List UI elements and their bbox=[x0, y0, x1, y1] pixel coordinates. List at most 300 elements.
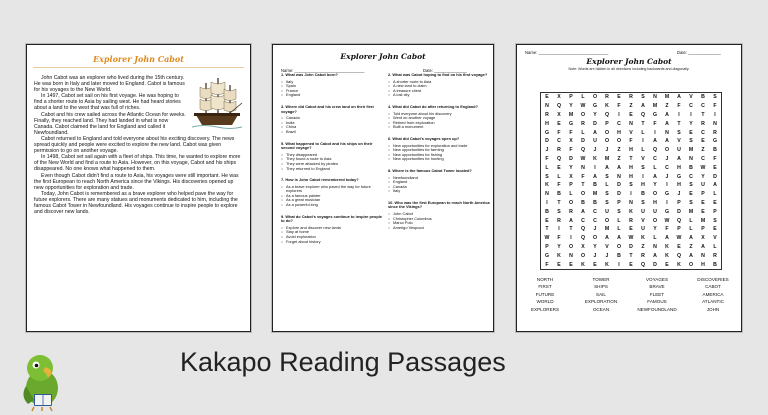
grid-letter[interactable]: J bbox=[665, 155, 669, 162]
grid-letter[interactable]: Q bbox=[652, 147, 658, 154]
grid-letter[interactable]: B bbox=[689, 164, 693, 171]
grid-letter[interactable]: A bbox=[653, 252, 657, 259]
grid-letter[interactable]: B bbox=[557, 191, 561, 198]
grid-letter[interactable]: Q bbox=[604, 111, 610, 118]
grid-letter[interactable]: I bbox=[690, 111, 692, 118]
date-field[interactable]: Date: ______________ bbox=[423, 68, 467, 73]
grid-letter[interactable]: N bbox=[545, 191, 549, 198]
grid-letter[interactable]: K bbox=[581, 261, 585, 268]
grid-letter[interactable]: N bbox=[689, 155, 693, 162]
grid-letter[interactable]: O bbox=[604, 217, 610, 224]
grid-letter[interactable]: B bbox=[545, 208, 549, 215]
answer-option[interactable]: ○ Spain bbox=[281, 84, 383, 89]
grid-letter[interactable]: R bbox=[629, 94, 633, 101]
answer-option[interactable]: ○ China bbox=[281, 125, 383, 130]
grid-letter[interactable]: A bbox=[653, 173, 657, 180]
date-field[interactable]: Date: ______________ bbox=[677, 50, 721, 55]
grid-letter[interactable]: L bbox=[605, 182, 609, 189]
grid-letter[interactable]: T bbox=[581, 182, 585, 189]
grid-letter[interactable]: I bbox=[630, 191, 632, 198]
grid-letter[interactable]: Z bbox=[629, 103, 633, 110]
grid-letter[interactable]: F bbox=[665, 226, 669, 233]
grid-letter[interactable]: L bbox=[653, 235, 657, 242]
grid-letter[interactable]: M bbox=[604, 226, 610, 233]
answer-option[interactable]: ○ As a famous painter bbox=[281, 194, 383, 199]
grid-letter[interactable]: G bbox=[664, 208, 670, 215]
answer-option[interactable]: ○ Went on another voyage bbox=[388, 116, 490, 121]
grid-letter[interactable]: V bbox=[629, 129, 633, 136]
grid-letter[interactable]: Z bbox=[689, 243, 693, 250]
answer-option[interactable]: ○ Built a monument bbox=[388, 125, 490, 130]
grid-letter[interactable]: I bbox=[558, 226, 560, 233]
grid-letter[interactable]: T bbox=[629, 252, 633, 259]
grid-letter[interactable]: Q bbox=[676, 217, 682, 224]
grid-letter[interactable]: P bbox=[545, 243, 549, 250]
answer-option[interactable]: ○ Retired from exploration bbox=[388, 121, 490, 126]
answer-option[interactable]: ○ France bbox=[281, 89, 383, 94]
grid-letter[interactable]: W bbox=[580, 103, 586, 110]
grid-letter[interactable]: H bbox=[629, 164, 633, 171]
answer-option[interactable]: ○ England bbox=[281, 93, 383, 98]
grid-letter[interactable]: B bbox=[581, 199, 585, 206]
grid-letter[interactable]: X bbox=[557, 94, 561, 101]
grid-letter[interactable]: U bbox=[641, 226, 645, 233]
grid-letter[interactable]: P bbox=[617, 199, 621, 206]
grid-letter[interactable]: M bbox=[700, 217, 706, 224]
grid-letter[interactable]: A bbox=[593, 129, 597, 136]
answer-option[interactable]: ○ Christopher Columbus bbox=[388, 217, 490, 222]
grid-letter[interactable]: P bbox=[677, 226, 681, 233]
grid-letter[interactable]: L bbox=[641, 147, 645, 154]
grid-letter[interactable]: O bbox=[580, 111, 586, 118]
answer-option[interactable]: ○ Italy bbox=[281, 80, 383, 85]
grid-letter[interactable]: V bbox=[689, 94, 693, 101]
answer-option[interactable]: ○ Newfoundland bbox=[388, 176, 490, 181]
grid-letter[interactable]: I bbox=[666, 182, 668, 189]
grid-letter[interactable]: A bbox=[581, 208, 585, 215]
grid-letter[interactable]: C bbox=[689, 173, 693, 180]
grid-letter[interactable]: D bbox=[569, 155, 573, 162]
grid-letter[interactable]: I bbox=[654, 129, 656, 136]
grid-letter[interactable]: C bbox=[665, 164, 669, 171]
grid-letter[interactable]: A bbox=[689, 252, 693, 259]
grid-letter[interactable]: R bbox=[557, 147, 561, 154]
grid-letter[interactable]: L bbox=[569, 191, 573, 198]
grid-letter[interactable]: H bbox=[629, 147, 633, 154]
grid-letter[interactable]: A bbox=[617, 164, 621, 171]
grid-letter[interactable]: U bbox=[677, 147, 681, 154]
grid-letter[interactable]: N bbox=[701, 252, 705, 259]
grid-letter[interactable]: W bbox=[700, 164, 706, 171]
grid-letter[interactable]: U bbox=[701, 182, 705, 189]
grid-letter[interactable]: R bbox=[569, 208, 573, 215]
grid-letter[interactable]: G bbox=[676, 173, 682, 180]
grid-letter[interactable]: D bbox=[713, 173, 717, 180]
grid-letter[interactable]: L bbox=[617, 226, 621, 233]
grid-letter[interactable]: O bbox=[652, 217, 658, 224]
grid-letter[interactable]: L bbox=[581, 129, 585, 136]
grid-letter[interactable]: O bbox=[568, 243, 574, 250]
grid-letter[interactable]: R bbox=[641, 252, 645, 259]
grid-letter[interactable]: C bbox=[701, 155, 705, 162]
answer-option[interactable]: ○ As a brave explorer who paved the way for future explorers bbox=[281, 185, 383, 194]
grid-letter[interactable]: C bbox=[701, 103, 705, 110]
grid-letter[interactable]: K bbox=[605, 261, 609, 268]
grid-letter[interactable]: L bbox=[581, 94, 585, 101]
grid-letter[interactable]: O bbox=[568, 199, 574, 206]
grid-letter[interactable]: D bbox=[617, 182, 621, 189]
grid-letter[interactable]: U bbox=[641, 208, 645, 215]
grid-letter[interactable]: E bbox=[545, 94, 549, 101]
grid-letter[interactable]: O bbox=[604, 138, 610, 145]
grid-letter[interactable]: N bbox=[545, 103, 549, 110]
grid-letter[interactable]: A bbox=[605, 164, 609, 171]
grid-letter[interactable]: A bbox=[593, 173, 597, 180]
grid-letter[interactable]: J bbox=[593, 147, 597, 154]
grid-letter[interactable]: E bbox=[677, 243, 681, 250]
grid-letter[interactable]: B bbox=[593, 199, 597, 206]
answer-option[interactable]: ○ Brazil bbox=[281, 130, 383, 135]
grid-letter[interactable]: Y bbox=[653, 182, 657, 189]
grid-letter[interactable]: N bbox=[665, 129, 669, 136]
grid-letter[interactable]: O bbox=[604, 129, 610, 136]
grid-letter[interactable]: T bbox=[701, 111, 705, 118]
grid-letter[interactable]: C bbox=[593, 208, 597, 215]
grid-letter[interactable]: E bbox=[689, 129, 693, 136]
grid-letter[interactable]: E bbox=[713, 199, 717, 206]
grid-letter[interactable]: A bbox=[713, 182, 717, 189]
grid-letter[interactable]: S bbox=[545, 173, 549, 180]
answer-option[interactable]: ○ A lost city bbox=[388, 93, 490, 98]
grid-letter[interactable]: L bbox=[617, 217, 621, 224]
grid-letter[interactable]: C bbox=[557, 138, 561, 145]
grid-letter[interactable]: N bbox=[629, 199, 633, 206]
grid-letter[interactable]: K bbox=[545, 182, 549, 189]
grid-letter[interactable]: L bbox=[713, 243, 717, 250]
grid-letter[interactable]: L bbox=[545, 164, 549, 171]
grid-letter[interactable]: I bbox=[642, 138, 644, 145]
grid-letter[interactable]: T bbox=[557, 199, 561, 206]
grid-letter[interactable]: F bbox=[713, 103, 717, 110]
grid-letter[interactable]: S bbox=[605, 173, 609, 180]
grid-letter[interactable]: E bbox=[545, 217, 549, 224]
grid-letter[interactable]: A bbox=[665, 235, 669, 242]
grid-letter[interactable]: M bbox=[664, 94, 670, 101]
grid-letter[interactable]: G bbox=[652, 111, 658, 118]
grid-letter[interactable]: K bbox=[557, 252, 561, 259]
grid-letter[interactable]: O bbox=[688, 261, 694, 268]
grid-letter[interactable]: Q bbox=[556, 155, 562, 162]
grid-letter[interactable]: W bbox=[628, 235, 634, 242]
answer-option[interactable]: ○ They disappeared bbox=[281, 153, 383, 158]
grid-letter[interactable]: P bbox=[713, 208, 717, 215]
grid-letter[interactable]: E bbox=[617, 94, 621, 101]
grid-letter[interactable]: A bbox=[701, 243, 705, 250]
grid-letter[interactable]: G bbox=[712, 138, 718, 145]
grid-letter[interactable]: H bbox=[701, 261, 705, 268]
grid-letter[interactable]: O bbox=[664, 147, 670, 154]
grid-letter[interactable]: S bbox=[641, 199, 645, 206]
grid-letter[interactable]: E bbox=[701, 199, 705, 206]
answer-option[interactable]: ○ They found a route to Asia bbox=[281, 157, 383, 162]
grid-letter[interactable]: L bbox=[713, 191, 717, 198]
answer-option[interactable]: ○ England bbox=[388, 180, 490, 185]
grid-letter[interactable]: U bbox=[653, 208, 657, 215]
grid-letter[interactable]: M bbox=[568, 111, 574, 118]
grid-letter[interactable]: A bbox=[617, 235, 621, 242]
grid-letter[interactable]: S bbox=[677, 129, 681, 136]
grid-letter[interactable]: J bbox=[605, 147, 609, 154]
answer-option[interactable]: ○ They returned to England bbox=[281, 167, 383, 172]
grid-letter[interactable]: O bbox=[652, 191, 658, 198]
grid-letter[interactable]: E bbox=[713, 226, 717, 233]
grid-letter[interactable]: T bbox=[545, 226, 549, 233]
grid-letter[interactable]: O bbox=[592, 235, 598, 242]
grid-letter[interactable]: H bbox=[677, 164, 681, 171]
grid-letter[interactable]: T bbox=[677, 120, 681, 127]
grid-letter[interactable]: S bbox=[617, 208, 621, 215]
grid-letter[interactable]: X bbox=[557, 111, 561, 118]
grid-letter[interactable]: E bbox=[569, 261, 573, 268]
grid-letter[interactable]: J bbox=[593, 252, 597, 259]
grid-letter[interactable]: B bbox=[641, 191, 645, 198]
grid-letter[interactable]: A bbox=[665, 138, 669, 145]
grid-letter[interactable]: G bbox=[544, 252, 550, 259]
grid-letter[interactable]: F bbox=[569, 147, 573, 154]
grid-letter[interactable]: C bbox=[701, 129, 705, 136]
grid-letter[interactable]: Q bbox=[640, 111, 646, 118]
grid-letter[interactable]: Z bbox=[701, 147, 705, 154]
grid-letter[interactable]: S bbox=[605, 199, 609, 206]
grid-letter[interactable]: Y bbox=[593, 111, 597, 118]
grid-letter[interactable]: F bbox=[653, 120, 657, 127]
grid-letter[interactable]: B bbox=[701, 94, 705, 101]
grid-letter[interactable]: Q bbox=[556, 103, 562, 110]
grid-letter[interactable]: N bbox=[617, 173, 621, 180]
grid-letter[interactable]: I bbox=[678, 111, 680, 118]
grid-letter[interactable]: U bbox=[593, 138, 597, 145]
grid-letter[interactable]: R bbox=[713, 129, 717, 136]
grid-letter[interactable]: P bbox=[701, 191, 705, 198]
grid-letter[interactable]: L bbox=[641, 129, 645, 136]
grid-letter[interactable]: S bbox=[641, 94, 645, 101]
grid-letter[interactable]: N bbox=[629, 120, 633, 127]
grid-letter[interactable]: E bbox=[629, 111, 633, 118]
grid-letter[interactable]: H bbox=[641, 182, 645, 189]
grid-letter[interactable]: E bbox=[713, 164, 717, 171]
grid-letter[interactable]: J bbox=[545, 147, 549, 154]
grid-letter[interactable]: F bbox=[557, 182, 561, 189]
grid-letter[interactable]: K bbox=[629, 208, 633, 215]
grid-letter[interactable]: R bbox=[713, 252, 717, 259]
grid-letter[interactable]: S bbox=[557, 208, 561, 215]
grid-letter[interactable]: S bbox=[689, 199, 693, 206]
grid-letter[interactable]: K bbox=[641, 235, 645, 242]
grid-letter[interactable]: N bbox=[581, 164, 585, 171]
answer-option[interactable]: ○ Canada bbox=[388, 185, 490, 190]
grid-letter[interactable]: Q bbox=[676, 252, 682, 259]
grid-letter[interactable]: A bbox=[689, 235, 693, 242]
answer-option[interactable]: ○ Canada bbox=[281, 116, 383, 121]
grid-letter[interactable]: O bbox=[580, 252, 586, 259]
answer-option[interactable]: ○ John Cabot bbox=[388, 212, 490, 217]
grid-letter[interactable]: M bbox=[688, 147, 694, 154]
grid-letter[interactable]: F bbox=[545, 155, 549, 162]
grid-letter[interactable]: S bbox=[605, 191, 609, 198]
grid-letter[interactable]: E bbox=[557, 261, 561, 268]
grid-letter[interactable]: S bbox=[629, 182, 633, 189]
grid-letter[interactable]: B bbox=[617, 252, 621, 259]
grid-letter[interactable]: H bbox=[629, 173, 633, 180]
grid-letter[interactable]: H bbox=[653, 199, 657, 206]
answer-option[interactable]: ○ Italy bbox=[388, 189, 490, 194]
grid-letter[interactable]: V bbox=[641, 217, 645, 224]
grid-letter[interactable]: F bbox=[617, 103, 621, 110]
grid-letter[interactable]: Q bbox=[580, 235, 586, 242]
grid-letter[interactable]: D bbox=[653, 261, 657, 268]
grid-letter[interactable]: E bbox=[629, 226, 633, 233]
grid-letter[interactable]: Z bbox=[665, 103, 669, 110]
grid-letter[interactable]: X bbox=[569, 138, 573, 145]
grid-letter[interactable]: Y bbox=[653, 226, 657, 233]
grid-letter[interactable]: O bbox=[580, 191, 586, 198]
grid-letter[interactable]: F bbox=[557, 129, 561, 136]
grid-letter[interactable]: V bbox=[605, 243, 609, 250]
grid-letter[interactable]: E bbox=[701, 208, 705, 215]
grid-letter[interactable]: K bbox=[605, 103, 609, 110]
grid-letter[interactable]: I bbox=[714, 111, 716, 118]
grid-letter[interactable]: S bbox=[641, 164, 645, 171]
grid-letter[interactable]: P bbox=[569, 182, 573, 189]
grid-letter[interactable]: W bbox=[544, 235, 550, 242]
grid-letter[interactable]: Y bbox=[689, 120, 693, 127]
grid-letter[interactable]: C bbox=[617, 120, 621, 127]
answer-option[interactable]: ○ A shorter route to Asia bbox=[388, 80, 490, 85]
grid-letter[interactable]: G bbox=[592, 103, 598, 110]
grid-letter[interactable]: K bbox=[665, 252, 669, 259]
grid-letter[interactable]: X bbox=[569, 173, 573, 180]
grid-letter[interactable]: A bbox=[677, 94, 681, 101]
answer-option[interactable]: ○ Told everyone about his discovery bbox=[388, 112, 490, 117]
grid-letter[interactable]: A bbox=[665, 111, 669, 118]
grid-letter[interactable]: F bbox=[713, 155, 717, 162]
grid-letter[interactable]: I bbox=[666, 199, 668, 206]
grid-letter[interactable]: D bbox=[545, 138, 549, 145]
grid-letter[interactable]: V bbox=[713, 235, 717, 242]
name-field[interactable]: Name: ______________________________ bbox=[281, 68, 365, 73]
grid-letter[interactable]: Y bbox=[593, 243, 597, 250]
grid-letter[interactable]: S bbox=[689, 182, 693, 189]
grid-letter[interactable]: K bbox=[665, 243, 669, 250]
grid-letter[interactable]: K bbox=[677, 261, 681, 268]
grid-letter[interactable]: F bbox=[557, 235, 561, 242]
grid-letter[interactable]: I bbox=[570, 235, 572, 242]
grid-letter[interactable]: F bbox=[569, 129, 573, 136]
grid-letter[interactable]: B bbox=[593, 182, 597, 189]
grid-letter[interactable]: T bbox=[629, 155, 633, 162]
answer-option[interactable]: ○ Explore and discover new lands bbox=[281, 226, 383, 231]
grid-letter[interactable]: T bbox=[569, 226, 573, 233]
grid-letter[interactable]: M bbox=[592, 191, 598, 198]
word-search-grid[interactable] bbox=[540, 92, 722, 270]
grid-letter[interactable]: R bbox=[557, 217, 561, 224]
answer-option[interactable]: ○ Avoid exploration bbox=[281, 235, 383, 240]
answer-option[interactable]: ○ New opportunities for exploration and trade bbox=[388, 144, 490, 149]
answer-option[interactable]: ○ A new land to claim bbox=[388, 84, 490, 89]
grid-letter[interactable]: N bbox=[569, 252, 573, 259]
grid-letter[interactable]: Q bbox=[580, 226, 586, 233]
grid-letter[interactable]: O bbox=[616, 243, 622, 250]
grid-letter[interactable]: D bbox=[581, 138, 585, 145]
grid-letter[interactable]: S bbox=[713, 217, 717, 224]
grid-letter[interactable]: I bbox=[618, 111, 620, 118]
grid-letter[interactable]: U bbox=[605, 208, 609, 215]
grid-letter[interactable]: A bbox=[641, 103, 645, 110]
grid-letter[interactable]: Z bbox=[617, 147, 621, 154]
grid-letter[interactable]: J bbox=[677, 191, 681, 198]
grid-letter[interactable]: V bbox=[641, 155, 645, 162]
grid-letter[interactable]: F bbox=[677, 103, 681, 110]
name-field[interactable]: Name: ______________________________ bbox=[525, 50, 609, 55]
grid-letter[interactable]: H bbox=[617, 129, 621, 136]
grid-letter[interactable]: V bbox=[677, 138, 681, 145]
grid-letter[interactable]: O bbox=[592, 94, 598, 101]
grid-letter[interactable]: I bbox=[594, 164, 596, 171]
grid-letter[interactable]: N bbox=[713, 120, 717, 127]
grid-letter[interactable]: B bbox=[713, 261, 717, 268]
answer-option[interactable]: ○ India bbox=[281, 121, 383, 126]
grid-letter[interactable]: L bbox=[689, 217, 693, 224]
grid-letter[interactable]: G bbox=[544, 129, 550, 136]
grid-letter[interactable]: C bbox=[593, 217, 597, 224]
grid-letter[interactable]: N bbox=[653, 243, 657, 250]
grid-letter[interactable]: I bbox=[546, 199, 548, 206]
grid-letter[interactable]: O bbox=[616, 138, 622, 145]
grid-letter[interactable]: E bbox=[701, 138, 705, 145]
grid-letter[interactable]: B bbox=[713, 147, 717, 154]
grid-letter[interactable]: A bbox=[605, 235, 609, 242]
grid-letter[interactable]: E bbox=[593, 261, 597, 268]
grid-letter[interactable]: L bbox=[557, 173, 561, 180]
answer-option[interactable]: ○ Forget about history bbox=[281, 240, 383, 245]
grid-letter[interactable]: C bbox=[653, 155, 657, 162]
grid-letter[interactable]: W bbox=[676, 235, 682, 242]
grid-letter[interactable]: F bbox=[629, 138, 633, 145]
grid-letter[interactable]: J bbox=[593, 226, 597, 233]
grid-letter[interactable]: P bbox=[677, 199, 681, 206]
grid-letter[interactable]: A bbox=[569, 217, 573, 224]
grid-letter[interactable]: X bbox=[701, 235, 705, 242]
grid-letter[interactable]: R bbox=[545, 111, 549, 118]
grid-letter[interactable]: F bbox=[581, 173, 585, 180]
grid-letter[interactable]: J bbox=[665, 173, 669, 180]
grid-letter[interactable]: P bbox=[701, 226, 705, 233]
grid-letter[interactable]: Q bbox=[580, 147, 586, 154]
grid-letter[interactable]: Y bbox=[701, 173, 705, 180]
grid-letter[interactable]: A bbox=[665, 120, 669, 127]
grid-letter[interactable]: M bbox=[604, 155, 610, 162]
grid-letter[interactable]: Y bbox=[569, 164, 573, 171]
grid-letter[interactable]: Y bbox=[557, 243, 561, 250]
answer-option[interactable]: ○ As a powerful king bbox=[281, 203, 383, 208]
grid-letter[interactable]: H bbox=[545, 120, 549, 127]
answer-option[interactable]: ○ Amerigo Vespucci bbox=[388, 226, 490, 231]
grid-letter[interactable]: E bbox=[629, 261, 633, 268]
grid-letter[interactable]: X bbox=[581, 243, 585, 250]
grid-letter[interactable]: D bbox=[677, 208, 681, 215]
grid-letter[interactable]: A bbox=[677, 155, 681, 162]
grid-letter[interactable]: P bbox=[605, 120, 609, 127]
